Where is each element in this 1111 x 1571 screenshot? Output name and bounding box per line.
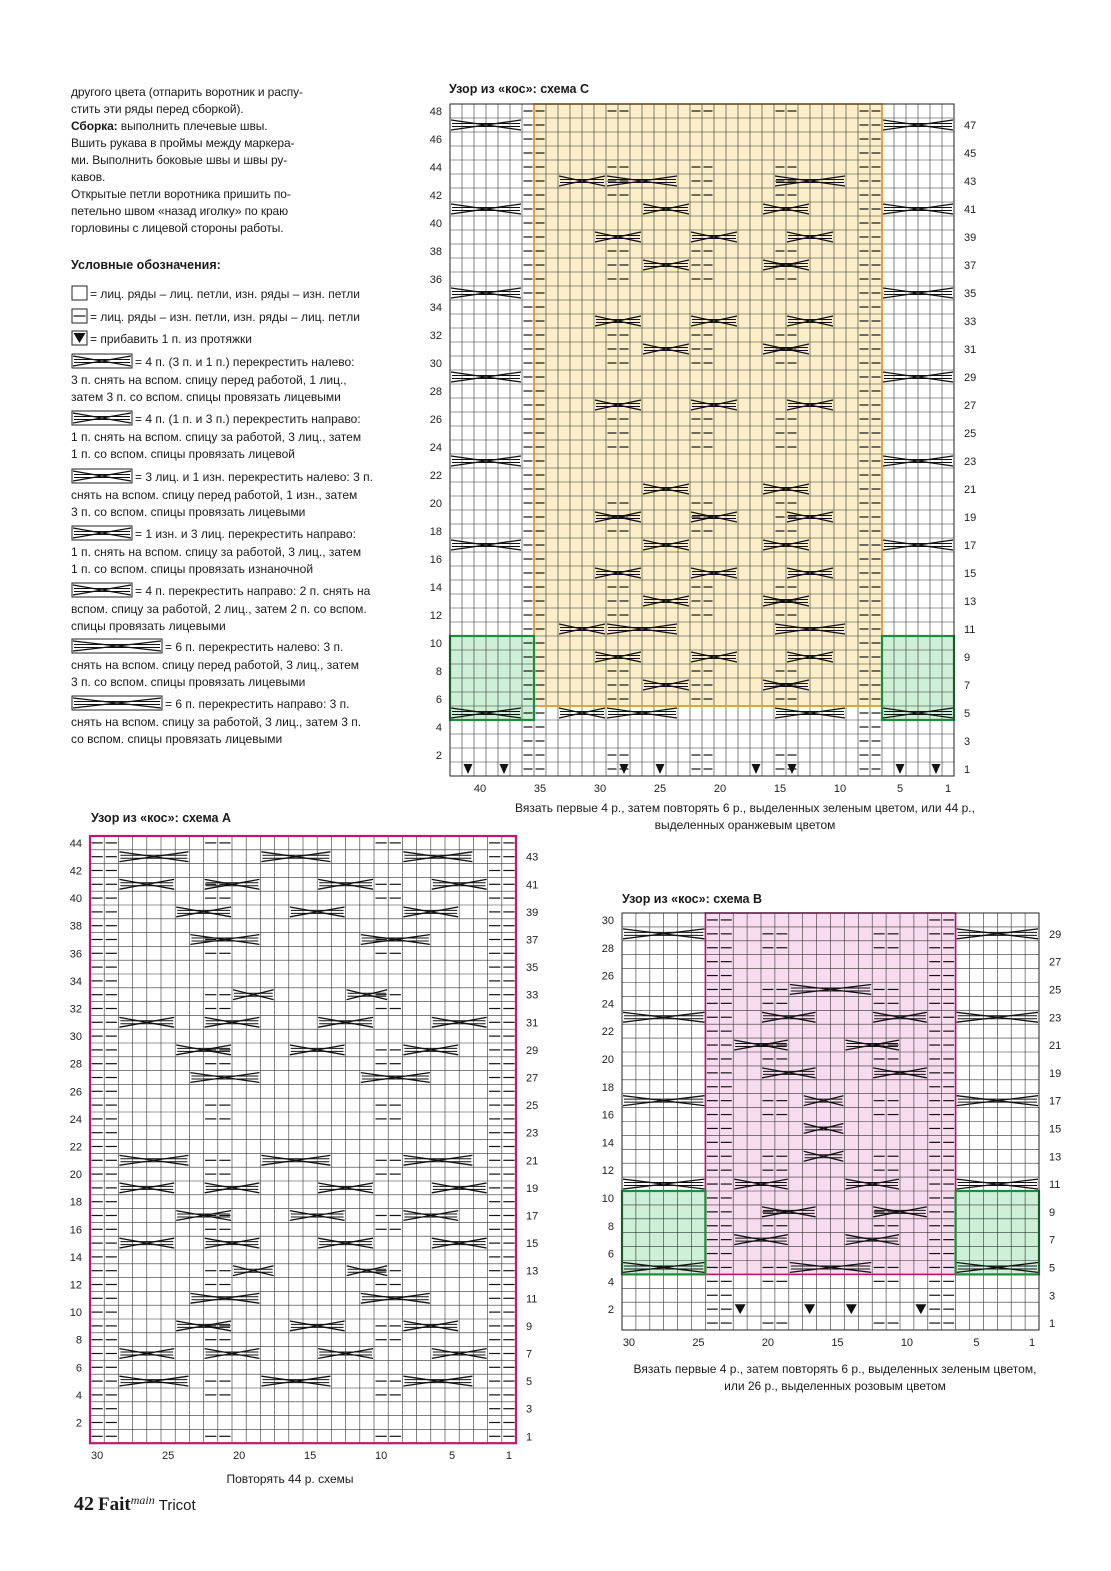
legend-item-cable6-left-line-1: = 6 п. перекрестить налево: 3 п.	[165, 640, 344, 654]
row-label-right-21: 21	[964, 484, 977, 496]
row-label-left-30: 30	[601, 914, 614, 927]
row-label-right-19: 19	[1049, 1067, 1062, 1080]
col-label-5: 5	[449, 1450, 456, 1463]
row-label-left-10: 10	[601, 1192, 614, 1205]
col-label-25: 25	[161, 1450, 175, 1463]
legend-title: Условные обозначения:	[71, 258, 221, 272]
assembly-line-7: горловины с лицевой стороны работы.	[71, 221, 284, 235]
row-label-right-29: 29	[964, 372, 977, 384]
chart-c-title: Узор из «кос»: схема С	[449, 82, 589, 96]
row-label-right-41: 41	[526, 879, 539, 892]
row-label-right-29: 29	[526, 1044, 539, 1057]
row-label-left-30: 30	[429, 358, 442, 370]
row-label-left-26: 26	[429, 414, 442, 426]
legend-item-cable1p3-right	[71, 525, 383, 579]
col-label-25: 25	[692, 1337, 705, 1349]
col-label-10: 10	[833, 783, 847, 795]
cable6-right-icon	[71, 695, 163, 711]
page-number: 42	[74, 1493, 94, 1515]
col-label-5: 5	[896, 783, 904, 795]
row-label-right-23: 23	[964, 456, 977, 468]
row-label-left-18: 18	[69, 1196, 82, 1209]
legend-item-cable6-left	[71, 638, 383, 692]
row-label-right-23: 23	[526, 1127, 539, 1140]
row-label-left-8: 8	[435, 666, 442, 678]
row-label-left-34: 34	[429, 302, 442, 314]
row-label-right-37: 37	[526, 934, 539, 947]
row-label-right-25: 25	[964, 428, 977, 440]
legend-item-blank-line-1: = лиц. ряды – лиц. петли, изн. ряды – изн. петли	[90, 287, 360, 301]
row-label-right-45: 45	[964, 148, 977, 160]
assembly-line-4: кавов.	[71, 170, 106, 184]
legend-item-cable1p3-right-line-3: 1 п. со вспом. спицы провязать изнаночной	[71, 562, 314, 576]
row-label-right-5: 5	[964, 708, 971, 720]
row-label-right-17: 17	[526, 1210, 539, 1223]
row-label-right-31: 31	[964, 344, 977, 356]
legend-item-increase	[71, 330, 383, 349]
legend-item-increase-line-1: = прибавить 1 п. из протяжки	[90, 332, 252, 346]
assembly-line-5: Открытые петли воротника пришить по-	[71, 187, 291, 201]
row-label-right-31: 31	[526, 1017, 539, 1030]
row-label-left-42: 42	[429, 190, 442, 202]
assembly-line-1: выполнить плечевые швы.	[117, 119, 268, 133]
row-label-right-11: 11	[526, 1293, 538, 1306]
row-label-right-9: 9	[1049, 1206, 1056, 1219]
row-label-left-20: 20	[69, 1169, 82, 1182]
row-label-left-36: 36	[69, 948, 82, 961]
legend-item-cable4-left-line-3: затем 3 п. со вспом. спицы провязать лицевыми	[71, 390, 341, 404]
row-label-right-13: 13	[1049, 1151, 1062, 1164]
row-label-right-9: 9	[526, 1320, 533, 1333]
legend-item-cable3p1-left	[71, 468, 383, 522]
intro-line-1: другого цвета (отпарить воротник и распу-	[71, 85, 303, 99]
row-label-right-9: 9	[964, 652, 971, 664]
row-label-right-39: 39	[526, 906, 539, 919]
row-label-right-37: 37	[964, 260, 977, 272]
legend-item-cable4-right-line-1: = 4 п. (1 п. и 3 п.) перекрестить направо:	[135, 412, 361, 426]
row-label-left-34: 34	[69, 975, 82, 988]
row-label-left-38: 38	[69, 920, 82, 933]
col-labels	[623, 1337, 1035, 1349]
row-label-right-15: 15	[964, 568, 977, 580]
row-label-left-30: 30	[69, 1031, 82, 1044]
chart-c	[420, 96, 1070, 801]
row-label-right-15: 15	[1049, 1123, 1062, 1136]
row-label-right-11: 11	[964, 624, 976, 636]
row-label-right-3: 3	[526, 1403, 533, 1416]
chart-b-title: Узор из «кос»: схема В	[622, 892, 762, 906]
row-label-right-21: 21	[1049, 1040, 1062, 1053]
row-label-left-28: 28	[429, 386, 442, 398]
chart-b-caption-line-2: или 26 р., выделенных розовым цветом	[724, 1379, 946, 1393]
row-label-left-20: 20	[429, 498, 442, 510]
row-label-right-11: 11	[1049, 1179, 1061, 1192]
row-label-right-35: 35	[964, 288, 977, 300]
row-label-left-12: 12	[429, 610, 442, 622]
row-label-left-22: 22	[429, 470, 442, 482]
row-label-right-13: 13	[526, 1265, 539, 1278]
col-label-20: 20	[232, 1450, 246, 1463]
legend-item-cable4-2x2-right-line-1: = 4 п. перекрестить направо: 2 п. снять на	[135, 584, 371, 598]
chart-b-caption	[600, 1361, 1070, 1395]
row-label-right-27: 27	[1049, 956, 1062, 969]
chart-a	[60, 828, 540, 1468]
legend-item-cable4-right	[71, 410, 383, 464]
row-label-left-28: 28	[69, 1058, 82, 1071]
legend-item-cable6-right-line-3: со вспом. спицы провязать лицевыми	[71, 732, 283, 746]
row-label-right-27: 27	[526, 1072, 539, 1085]
row-label-right-15: 15	[526, 1238, 539, 1251]
row-label-left-44: 44	[429, 162, 442, 174]
row-label-right-19: 19	[526, 1182, 539, 1195]
row-label-right-23: 23	[1049, 1012, 1062, 1025]
row-label-left-14: 14	[429, 582, 442, 594]
row-label-right-3: 3	[964, 736, 971, 748]
row-label-right-17: 17	[1049, 1095, 1062, 1108]
legend-item-cable3p1-left-line-2: снять на вспом. спицу перед работой, 1 изн., затем	[71, 487, 358, 502]
col-labels	[91, 1450, 512, 1462]
row-label-right-5: 5	[1049, 1262, 1056, 1275]
cable4-right-icon	[71, 410, 133, 426]
row-label-left-2: 2	[607, 1304, 614, 1317]
row-label-left-40: 40	[429, 218, 442, 230]
chart-a-caption-line-1: Повторять 44 р. схемы	[226, 1472, 354, 1486]
row-label-left-2: 2	[435, 750, 442, 762]
row-label-left-26: 26	[69, 1086, 82, 1099]
row-label-left-24: 24	[69, 1113, 82, 1126]
assembly-line-3: ми. Выполнить боковые швы и швы ру-	[71, 153, 288, 167]
row-label-left-22: 22	[69, 1141, 82, 1154]
col-label-1: 1	[944, 783, 952, 795]
col-label-25: 25	[653, 783, 667, 795]
col-label-15: 15	[831, 1337, 844, 1349]
row-label-right-13: 13	[964, 596, 977, 608]
legend-item-cable4-left-line-2: 3 п. снять на вспом. спицу перед работой, 1 лиц.,	[71, 372, 347, 387]
row-label-left-38: 38	[429, 246, 442, 258]
legend-item-cable3p1-left-line-1: = 3 лиц. и 1 изн. перекрестить налево: 3 п.	[135, 470, 373, 484]
chart-b	[595, 905, 1065, 1350]
row-label-right-39: 39	[964, 232, 977, 244]
row-label-left-2: 2	[75, 1417, 82, 1430]
brand-tricot: Tricot	[158, 1497, 196, 1514]
col-label-20: 20	[713, 783, 727, 795]
row-label-left-6: 6	[607, 1248, 614, 1261]
legend-item-cable4-left	[71, 353, 383, 407]
legend-item-cable4-right-line-2: 1 п. снять на вспом. спицу за работой, 3 лиц., затем	[71, 429, 362, 444]
chart-c-caption-line-1: Вязать первые 4 р., затем повторять 6 р., выделенных зеленым цветом, или 44 р.,	[515, 801, 975, 815]
page-footer	[74, 1493, 196, 1516]
col-label-20: 20	[761, 1337, 775, 1349]
row-label-left-12: 12	[69, 1279, 82, 1292]
row-label-left-48: 48	[429, 106, 442, 118]
legend-item-cable6-left-line-3: 3 п. со вспом. спицы провязать лицевыми	[71, 675, 306, 689]
legend-item-dash-line-1: = лиц. ряды – изн. петли, изн. ряды – лиц. петли	[90, 310, 360, 324]
legend-item-cable6-left-line-2: снять на вспом. спицу перед работой, 3 лиц., затем	[71, 657, 359, 672]
intro-text	[71, 84, 383, 237]
col-label-1: 1	[505, 1450, 512, 1463]
row-label-right-47: 47	[964, 120, 977, 132]
legend-item-cable6-right	[71, 695, 383, 749]
row-label-right-43: 43	[964, 176, 977, 188]
col-label-30: 30	[90, 1450, 104, 1463]
row-label-right-25: 25	[526, 1100, 539, 1113]
assembly-line-2: Вшить рукава в проймы между маркера-	[71, 136, 295, 150]
row-label-right-7: 7	[526, 1348, 533, 1361]
cable6-left-icon	[71, 638, 163, 654]
dash-icon	[71, 308, 88, 324]
row-label-right-5: 5	[526, 1376, 533, 1389]
row-label-left-16: 16	[69, 1224, 82, 1237]
row-label-left-16: 16	[601, 1109, 614, 1122]
row-label-left-24: 24	[429, 442, 442, 454]
legend-item-dash	[71, 308, 383, 327]
legend-item-cable4-2x2-right	[71, 582, 383, 636]
row-label-right-7: 7	[964, 680, 971, 692]
row-label-left-4: 4	[607, 1276, 614, 1289]
legend-item-cable6-right-line-1: = 6 п. перекрестить направо: 3 п.	[165, 697, 350, 711]
legend-item-cable1p3-right-line-2: 1 п. снять на вспом. спицу за работой, 3 лиц., затем	[71, 544, 362, 559]
col-label-10: 10	[900, 1337, 914, 1349]
col-label-1: 1	[1028, 1337, 1036, 1349]
cable1p3-right-icon	[71, 525, 133, 541]
row-label-left-8: 8	[607, 1220, 614, 1233]
row-label-left-18: 18	[429, 526, 442, 538]
legend-item-cable4-left-line-1: = 4 п. (3 п. и 1 п.) перекрестить налево:	[135, 355, 355, 369]
row-label-left-20: 20	[601, 1053, 614, 1066]
legend-item-cable3p1-left-line-3: 3 п. со вспом. спицы провязать лицевыми	[71, 505, 306, 519]
row-label-right-29: 29	[1049, 928, 1062, 941]
row-label-left-4: 4	[75, 1389, 82, 1402]
increase-icon	[71, 330, 88, 346]
row-label-right-17: 17	[964, 540, 977, 552]
row-label-left-16: 16	[429, 554, 442, 566]
cable4-left-icon	[71, 353, 133, 369]
row-label-left-44: 44	[69, 837, 82, 850]
assembly-line-6: петельно швом «назад иголку» по краю	[71, 204, 289, 218]
row-label-left-22: 22	[601, 1026, 614, 1039]
row-label-left-32: 32	[69, 1003, 82, 1016]
chart-a-title: Узор из «кос»: схема А	[91, 811, 231, 825]
brand-main: main	[130, 1493, 155, 1507]
col-labels	[474, 783, 951, 795]
row-label-right-1: 1	[526, 1431, 533, 1444]
legend-item-cable4-2x2-right-line-3: спицы провязать лицевыми	[71, 619, 226, 633]
legend-item-cable1p3-right-line-1: = 1 изн. и 3 лиц. перекрестить направо:	[135, 527, 356, 541]
row-label-right-27: 27	[964, 400, 977, 412]
row-label-left-10: 10	[429, 638, 442, 650]
row-label-right-3: 3	[1049, 1290, 1056, 1303]
chart-a-caption	[150, 1471, 430, 1488]
legend-item-blank	[71, 285, 383, 304]
row-label-left-26: 26	[601, 970, 614, 983]
row-label-left-14: 14	[601, 1137, 614, 1150]
col-label-5: 5	[973, 1337, 980, 1349]
row-label-left-10: 10	[69, 1307, 82, 1320]
col-label-15: 15	[773, 783, 787, 795]
row-label-left-42: 42	[69, 865, 82, 878]
legend-item-cable6-right-line-2: снять на вспом. спицу за работой, 3 лиц., затем 3 п.	[71, 714, 362, 729]
row-label-right-25: 25	[1049, 984, 1062, 997]
row-label-left-18: 18	[601, 1081, 614, 1094]
chart-c-caption-line-2: выделенных оранжевым цветом	[654, 818, 836, 832]
col-label-35: 35	[533, 783, 547, 795]
col-label-15: 15	[303, 1450, 317, 1463]
row-label-right-19: 19	[964, 512, 977, 524]
row-label-right-33: 33	[526, 989, 539, 1002]
row-label-left-28: 28	[601, 942, 614, 955]
cable3p1-left-icon	[71, 468, 133, 484]
row-label-left-12: 12	[601, 1165, 614, 1178]
row-label-left-6: 6	[435, 694, 442, 706]
row-label-left-32: 32	[429, 330, 442, 342]
legend-item-cable4-2x2-right-line-2: вспом. спицу за работой, 2 лиц., затем 2 п. со вспом.	[71, 601, 367, 616]
row-label-right-35: 35	[526, 962, 539, 975]
chart-b-caption-line-1: Вязать первые 4 р., затем повторять 6 р., выделенных зеленым цветом,	[633, 1362, 1037, 1376]
row-label-left-6: 6	[75, 1362, 82, 1375]
col-label-30: 30	[593, 783, 607, 795]
row-label-right-1: 1	[964, 764, 971, 776]
row-label-right-1: 1	[1049, 1318, 1056, 1331]
row-label-right-7: 7	[1049, 1234, 1056, 1247]
row-label-left-36: 36	[429, 274, 442, 286]
row-label-left-24: 24	[601, 998, 614, 1011]
legend-item-cable4-right-line-3: 1 п. со вспом. спицы провязать лицевой	[71, 447, 295, 461]
row-label-right-41: 41	[964, 204, 977, 216]
row-label-right-21: 21	[526, 1155, 539, 1168]
assembly-label: Сборка:	[71, 119, 118, 133]
blank-icon	[71, 285, 88, 301]
row-label-left-46: 46	[429, 134, 442, 146]
row-label-right-33: 33	[964, 316, 977, 328]
row-label-left-4: 4	[435, 722, 442, 734]
cable4-2x2-right-icon	[71, 582, 133, 598]
chart-c-caption	[470, 800, 1020, 834]
intro-line-2: стить эти ряды перед сборкой).	[71, 102, 244, 116]
col-label-10: 10	[374, 1450, 388, 1463]
brand-fait: Fait	[98, 1494, 131, 1515]
row-label-left-14: 14	[69, 1251, 82, 1264]
col-label-40: 40	[473, 783, 487, 795]
row-label-left-40: 40	[69, 893, 82, 906]
row-label-right-43: 43	[526, 851, 539, 864]
highlight-zone	[534, 104, 882, 706]
col-label-30: 30	[622, 1337, 636, 1349]
row-label-left-8: 8	[75, 1334, 82, 1347]
